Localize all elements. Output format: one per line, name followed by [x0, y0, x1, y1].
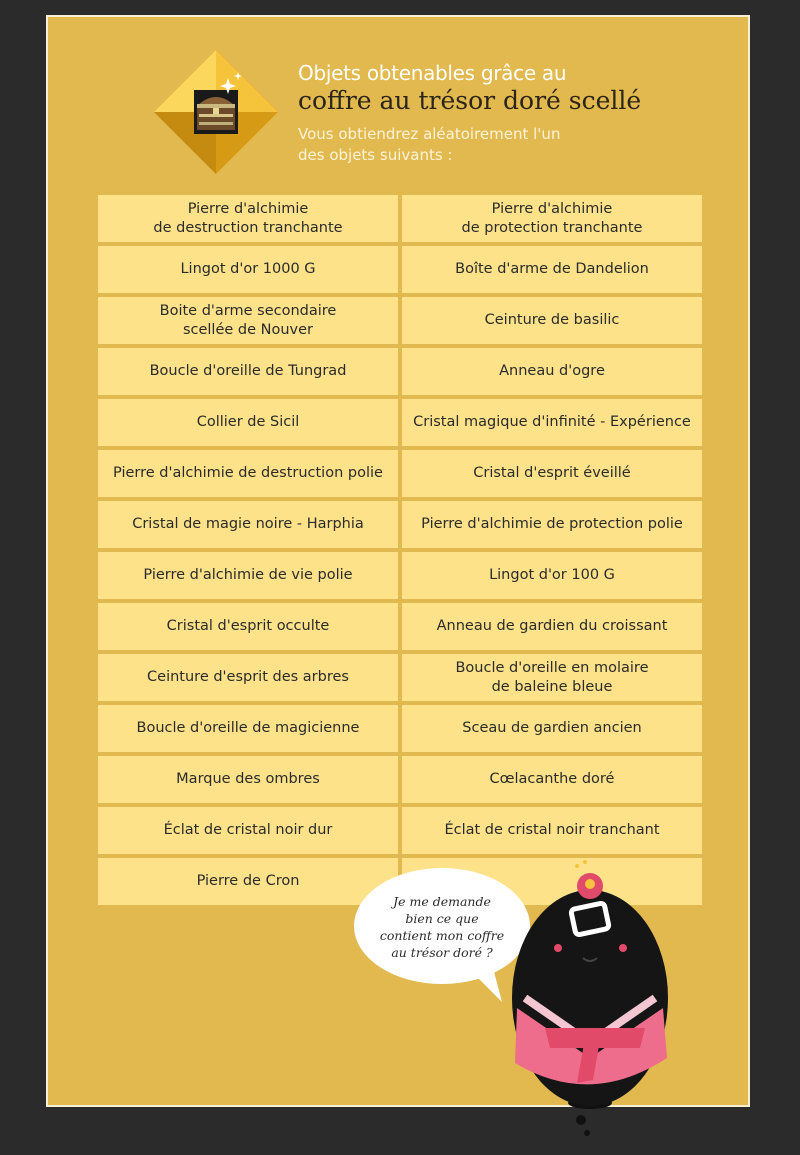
header — [298, 60, 641, 166]
header-subtitle: Objets obtenables grâce au — [298, 61, 567, 85]
items-row — [98, 552, 702, 599]
items-row — [98, 450, 702, 497]
items-row — [98, 195, 702, 242]
item-cell: Cristal d'esprit occulte — [98, 603, 398, 650]
item-cell: Pierre d'alchimie de protection polie — [402, 501, 702, 548]
mascot-character — [505, 858, 675, 1143]
header-title: coffre au trésor doré scellé — [298, 86, 642, 115]
item-cell: Boucle d'oreille en molaire de baleine bleue — [402, 654, 702, 701]
items-row — [98, 501, 702, 548]
items-row — [98, 807, 702, 854]
item-cell: Marque des ombres — [98, 756, 398, 803]
item-cell: Lingot d'or 1000 G — [98, 246, 398, 293]
item-cell: Sceau de gardien ancien — [402, 705, 702, 752]
items-row — [98, 246, 702, 293]
item-cell: Lingot d'or 100 G — [402, 552, 702, 599]
items-row — [98, 756, 702, 803]
item-cell: Collier de Sicil — [98, 399, 398, 446]
treasure-chest-icon — [197, 97, 235, 130]
item-cell: Pierre de Cron — [98, 858, 398, 905]
item-cell: Cœlacanthe doré — [402, 756, 702, 803]
item-cell: Boucle d'oreille de magicienne — [98, 705, 398, 752]
treasure-chest-emblem — [152, 48, 280, 176]
items-row — [98, 705, 702, 752]
item-cell: Pierre d'alchimie de destruction polie — [98, 450, 398, 497]
speech-bubble-text: Je me demande bien ce que contient mon coffre au trésor doré ? — [379, 894, 505, 960]
item-cell: Pierre d'alchimie de destruction tranchante — [98, 195, 398, 242]
items-row — [98, 654, 702, 701]
item-cell: Éclat de cristal noir tranchant — [402, 807, 702, 854]
item-cell: Pierre d'alchimie de vie polie — [98, 552, 398, 599]
items-row — [98, 348, 702, 395]
item-cell: Cristal de magie noire - Harphia — [98, 501, 398, 548]
item-cell: Boucle d'oreille de Tungrad — [98, 348, 398, 395]
item-cell: Anneau d'ogre — [402, 348, 702, 395]
item-cell: Pierre d'alchimie de protection tranchante — [402, 195, 702, 242]
item-cell: Cristal magique d'infinité - Expérience — [402, 399, 702, 446]
items-row — [98, 399, 702, 446]
item-cell: Boite d'arme secondaire scellée de Nouver — [98, 297, 398, 344]
item-cell: Anneau de gardien du croissant — [402, 603, 702, 650]
item-cell: Ceinture d'esprit des arbres — [98, 654, 398, 701]
item-cell: Cristal d'esprit éveillé — [402, 450, 702, 497]
item-cell: Ceinture de basilic — [402, 297, 702, 344]
items-grid — [98, 195, 702, 909]
item-cell: Éclat de cristal noir dur — [98, 807, 398, 854]
header-description: Vous obtiendrez aléatoirement l'un des objets suivants : — [298, 125, 561, 164]
item-cell: Boîte d'arme de Dandelion — [402, 246, 702, 293]
items-row — [98, 297, 702, 344]
items-row — [98, 603, 702, 650]
